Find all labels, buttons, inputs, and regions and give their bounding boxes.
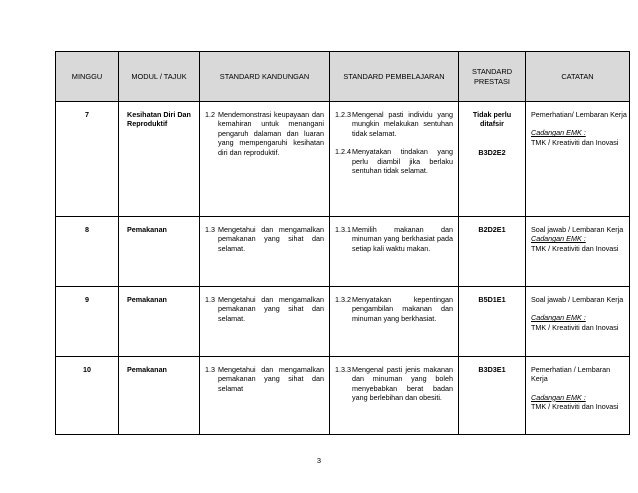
table-row xyxy=(56,102,630,217)
performance-standard-cell: B2D2E1 xyxy=(459,217,526,287)
emk-label: Cadangan EMK : xyxy=(531,313,586,323)
item-text: Mengetahui dan mengamalkan pemakanan yang sihat dan selamat. xyxy=(218,295,324,323)
emk-label: Cadangan EMK : xyxy=(531,234,586,244)
performance-code: B3D2E2 xyxy=(478,147,506,157)
emk-text: TMK / Kreativiti dan Inovasi xyxy=(531,243,619,253)
header-content-standard: STANDARD KANDUNGAN xyxy=(200,52,330,102)
performance-standard-cell xyxy=(459,102,526,217)
notes-cell xyxy=(526,217,630,287)
module-cell: Pemakanan xyxy=(119,357,200,435)
notes-text: Pemerhatian/ Lembaran Kerja xyxy=(531,110,627,119)
module-cell: Kesihatan Diri Dan Reproduktif xyxy=(119,102,200,217)
item-number: 1.3 xyxy=(205,365,215,374)
performance-note: Tidak perlu ditafsir xyxy=(472,110,512,129)
header-performance-standard: STANDARD PRESTASI xyxy=(459,52,526,102)
item-text: Mengetahui dan mengamalkan pemakanan yang sihat dan selamat. xyxy=(218,225,324,253)
notes-text: Pemerhatian / Lembaran Kerja xyxy=(531,365,611,384)
week-cell: 8 xyxy=(56,217,119,287)
learning-standard-cell xyxy=(330,287,459,357)
learning-standard-cell xyxy=(330,357,459,435)
notes-cell xyxy=(526,102,630,217)
table-row xyxy=(56,357,630,435)
learning-standard-cell xyxy=(330,102,459,217)
item-text: Mengenal pasti jenis makanan dan minuman yang boleh menyebabkan berat badan yang berlebihan dan obesiti. xyxy=(352,365,453,403)
item-text: Memilih makanan dan minuman yang berkhasiat pada setiap kali waktu makan. xyxy=(352,225,453,253)
item-text: Mengenal pasti individu yang mungkin melakukan sentuhan tidak selamat. xyxy=(352,110,453,138)
emk-label: Cadangan EMK : xyxy=(531,128,586,138)
item-number: 1.3.3 xyxy=(335,365,351,374)
item-text: Mengetahui dan mengamalkan pemakanan yang sihat dan selamat xyxy=(218,365,324,393)
item-number: 1.3.2 xyxy=(335,295,351,304)
week-cell: 7 xyxy=(56,102,119,217)
notes-cell xyxy=(526,287,630,357)
item-text: Mendemonstrasi keupayaan dan kemahiran untuk menangani pengaruh dalaman dan luaran yang mempengaruhi kesihatan diri dan reproduktif. xyxy=(218,110,324,157)
header-week: MINGGU xyxy=(56,52,119,102)
content-standard-cell xyxy=(200,357,330,435)
item-text: Menyatakan kepentingan pengambilan makanan dan minuman yang berkhasiat. xyxy=(352,295,453,323)
notes-text: Soal jawab / Lembaran Kerja xyxy=(531,295,624,304)
item-text: Menyatakan tindakan yang perlu diambil jika berlaku sentuhan tidak selamat. xyxy=(352,147,453,176)
lesson-plan-table xyxy=(55,51,630,435)
week-cell: 10 xyxy=(56,357,119,435)
item-number: 1.2 xyxy=(205,110,215,119)
notes-cell xyxy=(526,357,630,435)
item-number: 1.3.1 xyxy=(335,225,351,234)
header-notes: CATATAN xyxy=(526,52,630,102)
notes-text: Soal jawab / Lembaran Kerja xyxy=(531,225,624,234)
item-number: 1.2.4 xyxy=(335,147,351,157)
header-row xyxy=(56,52,630,102)
page-number: 3 xyxy=(316,456,322,465)
performance-standard-cell: B3D3E1 xyxy=(459,357,526,435)
module-cell: Pemakanan xyxy=(119,217,200,287)
emk-text: TMK / Kreativiti dan Inovasi xyxy=(531,322,619,332)
item-number: 1.2.3 xyxy=(335,110,351,119)
table-row xyxy=(56,217,630,287)
content-standard-cell xyxy=(200,217,330,287)
emk-text: TMK / Kreativiti dan Inovasi xyxy=(531,137,619,147)
content-standard-cell xyxy=(200,102,330,217)
emk-text: TMK / Kreativiti dan Inovasi xyxy=(531,402,619,412)
performance-standard-cell: B5D1E1 xyxy=(459,287,526,357)
item-number: 1.3 xyxy=(205,295,215,304)
item-number: 1.3 xyxy=(205,225,215,234)
emk-label: Cadangan EMK : xyxy=(531,392,586,402)
header-learning-standard: STANDARD PEMBELAJARAN xyxy=(330,52,459,102)
content-standard-cell xyxy=(200,287,330,357)
header-module: MODUL / TAJUK xyxy=(119,52,200,102)
module-cell: Pemakanan xyxy=(119,287,200,357)
learning-standard-cell xyxy=(330,217,459,287)
week-cell: 9 xyxy=(56,287,119,357)
table-row xyxy=(56,287,630,357)
